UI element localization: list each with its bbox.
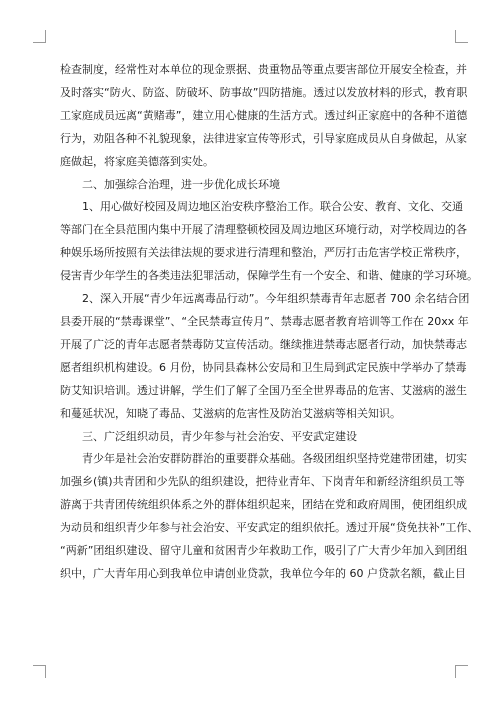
text-line: 青少年是社会治安群防群治的重要群众基础。各级团组织坚持党建带团建，切实 xyxy=(82,452,467,466)
text-line: 侵害青少年学生的各类违法犯罪活动，保障学生有一个安全、和谐、健康的学习环境。 xyxy=(60,269,478,283)
text-line: “两新”团组织建设、留守儿童和贫困青少年救助工作，吸引了广大青少年加入到团组 xyxy=(60,544,468,558)
crop-mark-bottom-right xyxy=(455,665,468,678)
text-line: 及时落实“防火、防盗、防破坏、防事故”四防措施。透过以发放材料的形式，教育职 xyxy=(60,85,468,99)
crop-mark-bottom-left xyxy=(33,665,46,678)
text-line: 为动员和组织青少年参与社会治安、平安武定的组织依托。透过开展“贷免扶补”工作、 xyxy=(60,521,479,535)
text-line: 检查制度，经常性对本单位的现金票据、贵重物品等重点要害部位开展安全检查，并 xyxy=(60,63,467,76)
text-line: 三、广泛组织动员，青少年参与社会治安、平安武定建设 xyxy=(82,429,357,443)
text-line: 二、加强综合治理，进一步优化成长环境 xyxy=(82,177,280,191)
text-line: 游离于共青团传统组织体系之外的群体组织起来，团结在党和政府周围，使团组织成 xyxy=(60,498,467,512)
text-line: 庭做起，将家庭美德落到实处。 xyxy=(60,154,214,168)
text-line: 开展了广泛的青年志愿者禁毒防艾宣传活动。继续推进禁毒志愿者行动，加快禁毒志 xyxy=(60,337,467,351)
text-line: 种娱乐场所按照有关法律法规的要求进行清理和整治，严厉打击危害学校正常秩序， xyxy=(60,246,467,260)
text-line: 织中，广大青年用心到我单位申请创业贷款，我单位今年的 60 户贷款名额，截止目 xyxy=(60,566,466,580)
text-line: 愿者组织机构建设。6 月份，协同县森林公安局和卫生局到武定民族中学举办了禁毒 xyxy=(60,360,467,374)
crop-mark-top-right xyxy=(455,30,468,43)
text-line: 工家庭成员远离“黄赌毒”，建立用心健康的生活方式。透过纠正家庭中的各种不道德 xyxy=(60,108,468,122)
document-body xyxy=(60,59,479,586)
text-line: 等部门在全县范围内集中开展了清理整顿校园及周边地区环境行动，对学校周边的各 xyxy=(60,223,467,237)
text-line: 行为，劝阻各种不礼貌现象，法律进家宣传等形式，引导家庭成员从自身做起，从家 xyxy=(60,131,467,145)
crop-mark-top-left xyxy=(33,30,46,43)
text-line: 和蔓延状况，知晓了毒品、艾滋病的危害性及防治艾滋病等相关知识。 xyxy=(60,406,401,420)
text-line: 加强乡(镇)共青团和少先队的组织建设，把待业青年、下岗青年和新经济组织员工等 xyxy=(60,475,465,489)
text-line: 2、深入开展“青少年远离毒品行动”。今年组织禁毒青年志愿者 700 余名结合团 xyxy=(82,292,470,306)
text-line: 防艾知识培训。透过讲解，学生们了解了全国乃至全世界毒品的危害、艾滋病的滋生 xyxy=(60,383,467,397)
text-line: 1、用心做好校园及周边地区治安秩序整治工作。联合公安、教育、文化、交通 xyxy=(82,200,463,214)
text-line: 县委开展的“禁毒课堂”、“全民禁毒宣传月”、禁毒志愿者教育培训等工作在 20xx 年 xyxy=(60,314,469,328)
